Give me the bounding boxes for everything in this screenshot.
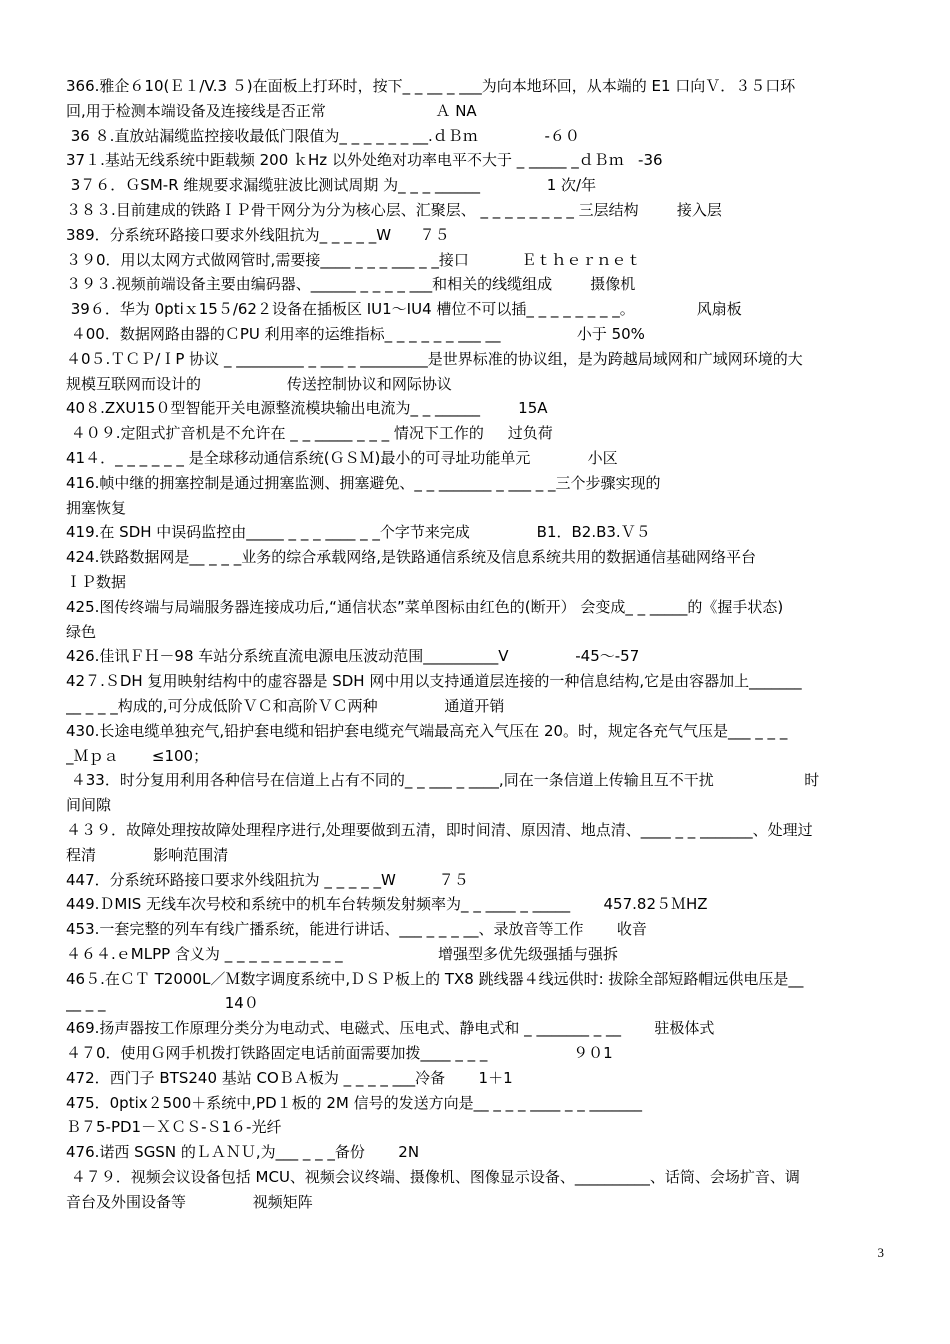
question-list bbox=[66, 74, 882, 1215]
text-line: 475．0ptix２500＋系统中,PD１板的 2M 信号的发送方向是__ _ _ _ ____ _ _ _______ bbox=[66, 1093, 643, 1112]
text-line: 36 ８.直放站漏缆监控接收最低门限值为_ _ _ _ _ _ __.ｄＢｍ -６０ bbox=[66, 126, 580, 145]
text-line: 40８.ZXU15０型智能开关电源整流模块输出电流为_ _ ______ 15A bbox=[66, 399, 548, 418]
text-line: 42７.ＳDH 复用映射结构中的虚容器是 SDH 网中用以支持通道层连接的一种信息结构,它是由容器加上_______ bbox=[66, 672, 802, 691]
text-line: 449.ＤMIS 无线车次号校和系统中的机车台转频发射频率为_ _ ____ _ _____ 457.82５ＭHZ bbox=[66, 895, 708, 914]
text-line: ４00．数据网路由器的ＣPU 利用率的运维指标_ _ _ _ _ _ ___ __ 小于 50% bbox=[66, 324, 645, 343]
text-line: 476.诺西 SGSN 的ＬＡＮＵ,为___ _ _ _备份 2N bbox=[66, 1143, 420, 1162]
text-line: Ｂ７5-PD1－ＸＣＳ-Ｓ1６-光纤 bbox=[66, 1118, 282, 1137]
text-line: 音台及外围设备等 视频矩阵 bbox=[66, 1192, 313, 1211]
text-line: 389．分系统环路接口要求外线阻抗为_ _ _ _ _W ７５ bbox=[66, 225, 450, 244]
text-line: ４６４.ｅMLPP 含义为 _ _ _ _ _ _ _ _ _ _ 增强型多优先级强插与强拆 bbox=[66, 944, 618, 963]
text-line: ４３９．故障处理按故障处理程序进行,处理要做到五清，即时间清、原因清、地点清、____ _ _ _______、处理过 bbox=[66, 820, 813, 839]
text-line: 程清 影响范围清 bbox=[66, 845, 229, 864]
text-line: 拥塞恢复 bbox=[66, 498, 127, 517]
text-line: ＩＰ数据 bbox=[66, 572, 127, 591]
text-line: 424.铁路数据网是__ _ _ _业务的综合承载网络,是铁路通信系统及信息系统共用的数据通信基础网络平台 bbox=[66, 548, 756, 567]
text-line: 间间隙 bbox=[66, 796, 112, 815]
text-line: 39６．华为 0ptiｘ15５/62２设备在插板区 IU1～IU4 槽位不可以插_ _ _ _ _ _ _ _。 风扇板 bbox=[66, 300, 742, 319]
text-line: ４７９．视频会议设备包括 MCU、视频会议终端、摄像机、图像显示设备、__________、话筒、会场扩音、调 bbox=[66, 1168, 800, 1187]
text-line: 41４．_ _ _ _ _ _ 是全球移动通信系统(ＧＳＭ)最小的可寻址功能单元 小区 bbox=[66, 448, 618, 467]
text-line: 规模互联网而设计的 传送控制协议和网际协议 bbox=[66, 374, 452, 393]
text-line: 绿色 bbox=[66, 622, 97, 641]
text-line: ３９３.视频前端设备主要由编码器、______ _ _ _ _ ___和相关的线缆组成 摄像机 bbox=[66, 275, 636, 294]
text-line: 447．分系统环路接口要求外线阻抗为 _ _ _ _ _W ７５ bbox=[66, 870, 469, 889]
text-line: 430.长途电缆单独充气,铅护套电缆和铝护套电缆充气端最高充入气压在 20。时，规定各充气气压是___ _ _ _ bbox=[66, 721, 788, 740]
text-line: ４33．时分复用利用各种信号在信道上占有不同的_ _ ___ _ ____,同在一条信道上传输且互不干扰 时 bbox=[66, 771, 820, 790]
text-line: __ _ _ 14０ bbox=[66, 994, 259, 1013]
page-number: 3 bbox=[877, 1245, 884, 1260]
text-line: ４０９.定阻式扩音机是不允许在 _ _ _____ _ _ _ 情况下工作的 过负荷 bbox=[66, 424, 553, 443]
text-line: __ _ _ _构成的,可分成低阶ＶＣ和高阶ＶＣ两种 通道开销 bbox=[66, 696, 505, 715]
text-line: ３９0．用以太网方式做网管时,需要接____ _ _ _ ___ _ _接口 Ｅｔｈｅｒｎｅｔ bbox=[66, 250, 642, 269]
text-line: 回,用于检测本端设备及连接线是否正常 Ａ NA bbox=[66, 101, 477, 120]
text-line: 425.图传终端与局端服务器连接成功后,“通信状态”菜单图标由红色的(断开） 会变成_ _ _____的《握手状态) bbox=[66, 597, 784, 616]
text-line: 366.雅企６10(Ｅ１/V.3 ５)在面板上打环时，按下_ _ __ _ ___为向本地环回，从本端的 E1 口向Ｖ．３５口环 bbox=[66, 77, 796, 95]
text-line: 46５.在ＣＴ T2000L／Ｍ数字调度系统中,ＤＳＰ板上的 TX8 跳线器４线远供时: 拔除全部短路帽远供电压是__ bbox=[66, 969, 804, 988]
text-line: 472．西门子 BTS240 基站 COＢＡ板为 _ _ _ _ ___冷备 1＋1 bbox=[66, 1068, 513, 1087]
text-line: ４0５.ＴＣＰ/ＩP 协议 _ _________ _ ___ _ _________是世界标准的协议组，是为跨越局域网和广域网环境的大 bbox=[66, 349, 803, 368]
text-line: 419.在 SDH 中误码监控由_____ _ _ _ ____ _ _个字节来完成 B1．B2.B3.Ｖ５ bbox=[66, 523, 651, 542]
text-line: 416.帧中继的拥塞控制是通过拥塞监测、拥塞避免、_ _ _______ _ ___ _ _三个步骤实现的 bbox=[66, 473, 661, 492]
text-line: 3７６．ＧSM-R 维规要求漏缆驻波比测试周期 为_ _ _ ______ 1 次/年 bbox=[66, 176, 597, 195]
text-line: 37１.基站无线系统中距载频 200 ｋHz 以外处绝对功率电平不大于 _ _____ _ｄＢｍ -36 bbox=[66, 151, 663, 170]
text-line: ４７0．使用Ｇ网手机拨打铁路固定电话前面需要加拨____ _ _ _ ９０1 bbox=[66, 1044, 613, 1063]
text-line: 453.一套完整的列车有线广播系统，能进行讲话、___ _ _ _ __、录放音等工作 收音 bbox=[66, 920, 647, 939]
text-line: 469.扬声器按工作原理分类分为电动式、电磁式、压电式、静电式和 _ _______ _ __ 驻极体式 bbox=[66, 1019, 715, 1038]
text-line: ３８３.目前建成的铁路ＩＰ骨干网分为分为核心层、汇聚层、 _ _ _ _ _ _ _ _ 三层结构 接入层 bbox=[66, 200, 722, 219]
text-line: _Ｍｐａ ≤100； bbox=[66, 746, 209, 765]
text-line: 426.佳讯ＦＨ－98 车站分系统直流电源电压波动范围__________V -45～-57 bbox=[66, 647, 640, 666]
